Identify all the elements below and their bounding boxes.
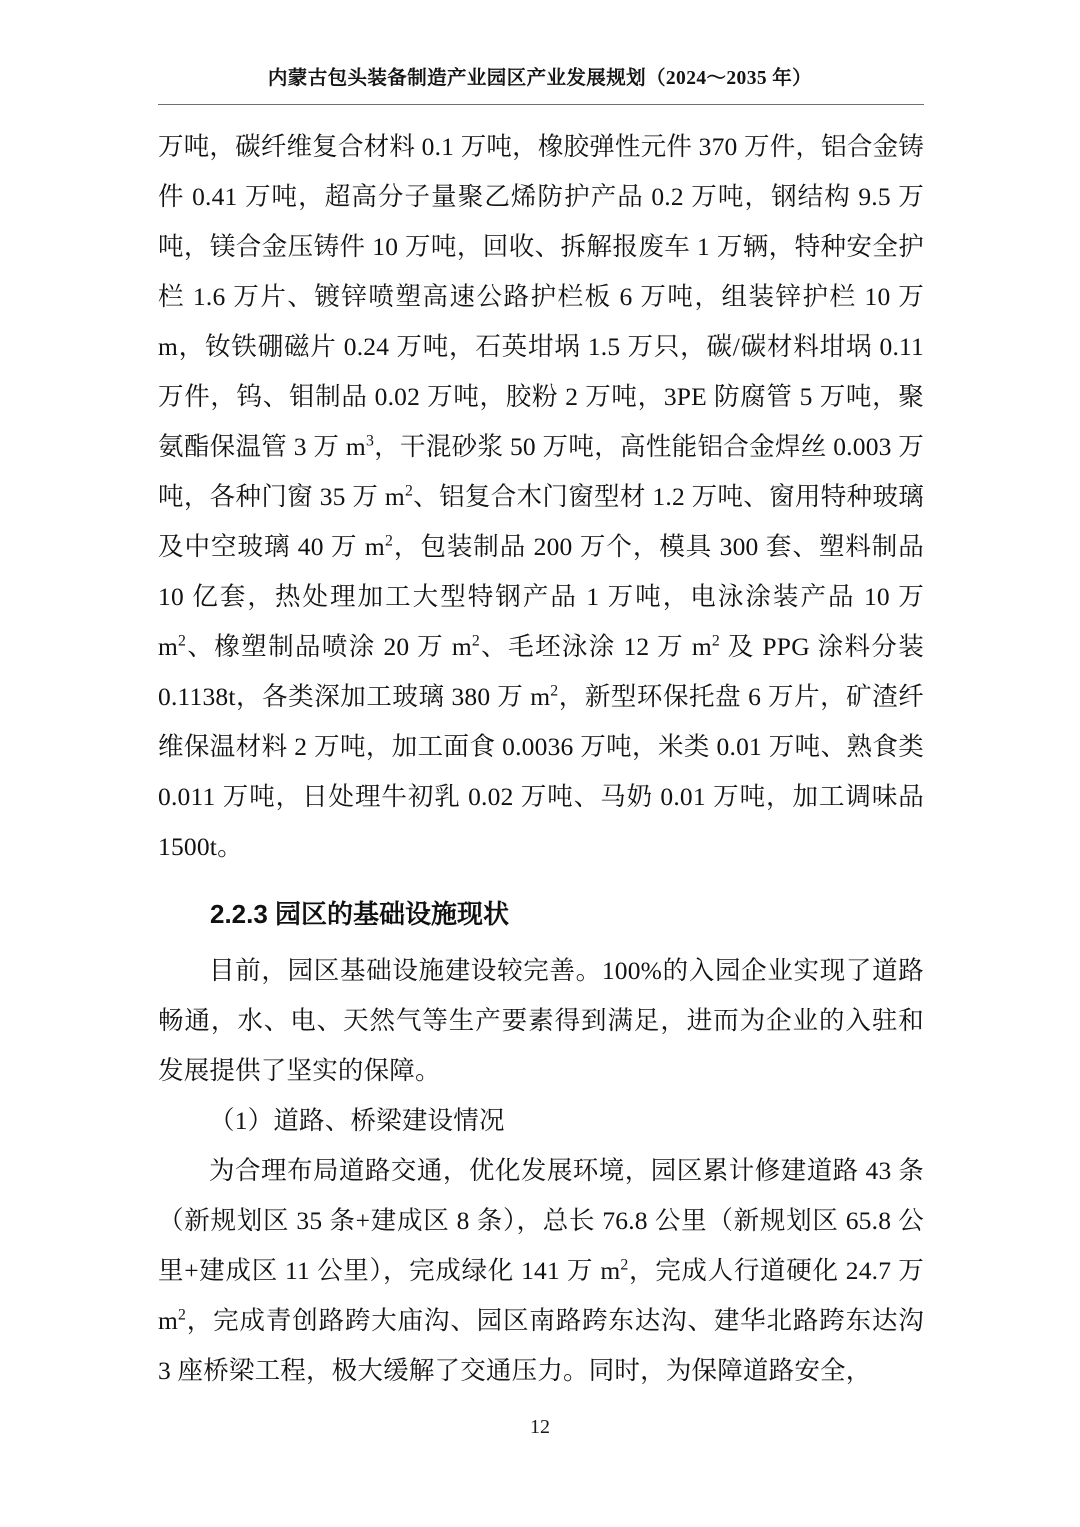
paragraph-roads-detail: 为合理布局道路交通，优化发展环境，园区累计修建道路 43 条（新规划区 35 条+建成区 8 条），总长 76.8 公里（新规划区 65.8 公里+建成区 11 公里），完成绿化 141 万 $m^2$，完成人行道硬化 24.7 万 $m^2$，完成青创路跨大庙沟、园区南路跨东达沟、建华北路跨东达沟 3 座桥梁工程，极大缓解了交通压力。同时，为保障道路安全， <box>158 1156 924 1385</box>
section-heading-2-2-3: 2.2.3 园区的基础设施现状 <box>210 899 510 929</box>
paragraph-infrastructure-overview: 目前，园区基础设施建设较完善。100%的入园企业实现了道路畅通，水、电、天然气等生产要素得到满足，进而为企业的入驻和发展提供了坚实的保障。 <box>158 956 924 1085</box>
paragraph-continued-list: 万吨，碳纤维复合材料 0.1 万吨，橡胶弹性元件 370 万件，铝合金铸件 0.41 万吨，超高分子量聚乙烯防护产品 0.2 万吨，钢结构 9.5 万吨，镁合金压铸件 10 万吨，回收、拆解报废车 1 万辆，特种安全护栏 1.6 万片、镀锌喷塑高速公路护栏板 6 万吨，组装锌护栏 10 万 m，钕铁硼磁片 0.24 万吨，石英坩埚 1.5 万只，碳/碳材料坩埚 0.11 万件，钨、钼制品 0.02 万吨，胶粉 2 万吨，3PE 防腐管 5 万吨，聚氨酯保温管 3 万 $m^3$，干混砂浆 50 万吨，高性能铝合金焊丝 0.003 万吨，各种门窗 35 万 $m^2$、铝复合木门窗型材 1.2 万吨、窗用特种玻璃及中空玻璃 40 万 $m^2$，包装制品 200 万个，模具 300 套、塑料制品 10 亿套，热处理加工大型特钢产品 1 万吨，电泳涂装产品 10 万 $m^2$、橡塑制品喷涂 20 万 $m^2$、毛坯泳涂 12 万 $m^2$ 及 PPG 涂料分装 0.1138t，各类深加工玻璃 380 万 $m^2$，新型环保托盘 6 万片，矿渣纤维保温材料 2 万吨，加工面食 0.0036 万吨，米类 0.01 万吨、熟食类 0.011 万吨，日处理牛初乳 0.02 万吨、马奶 0.01 万吨，加工调味品 1500t。 <box>158 132 925 861</box>
header-divider <box>158 104 924 105</box>
page-number: 12 <box>530 1416 550 1438</box>
subheading-roads-bridges: （1）道路、桥梁建设情况 <box>209 1106 505 1135</box>
page-content <box>158 122 924 1396</box>
page-header-title: 内蒙古包头装备制造产业园区产业发展规划（2024～2035 年） <box>267 68 813 89</box>
